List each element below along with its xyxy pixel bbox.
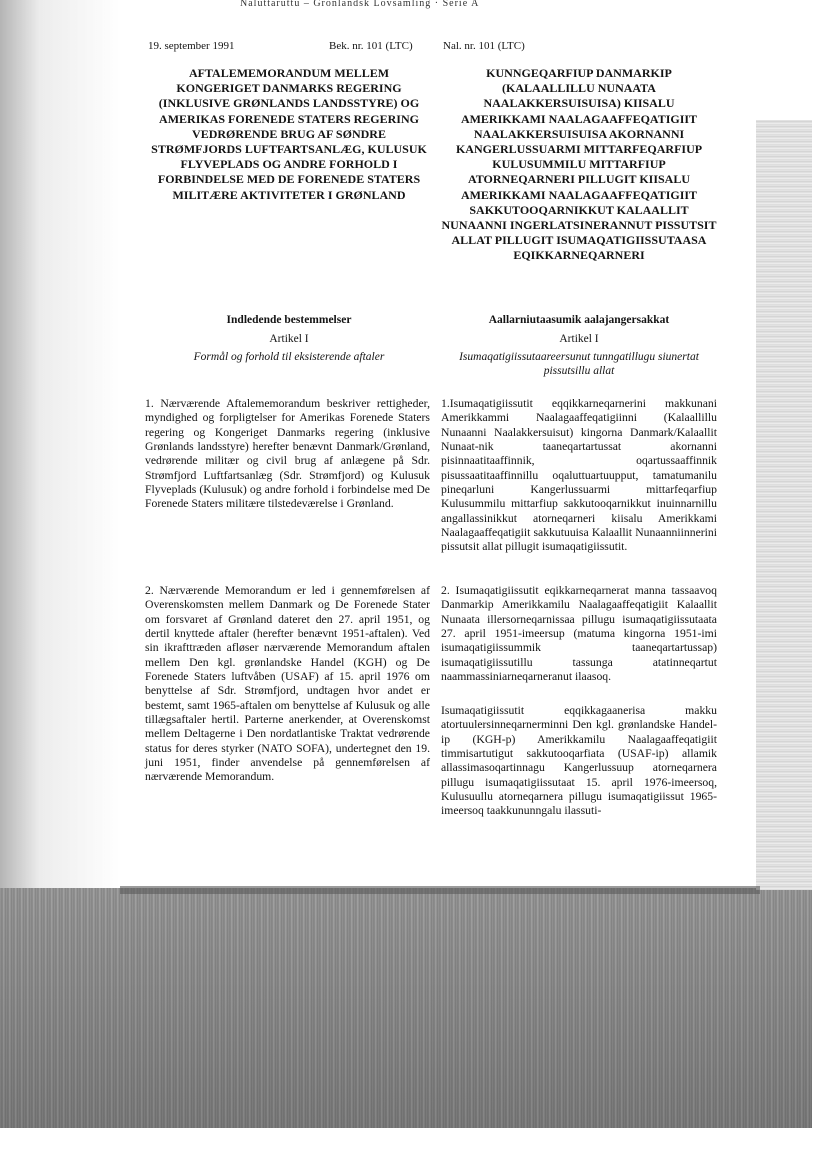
article-heading-danish: Artikel I bbox=[269, 333, 309, 345]
section-title-greenlandic: Aallarniutaasumik aalajangersakkat bbox=[488, 314, 670, 326]
section-title-danish: Indledende bestemmelser bbox=[226, 314, 352, 326]
document-title-danish: AFTALEMEMORANDUM MELLEM KONGERIGET DANMARKS REGERING (INKLUSIVE GRØNLANDS LANDSSTYRE) OG AMERIKAS FORENEDE STATERS REGERING VEDRØRENDE BRUG AF SØNDRE STRØMFJORDS LUFTFARTSANLÆG, KULUSUK FLYVEPLADS OG ANDRE FORHOLD I FORBINDELSE MED DE FORENEDE STATERS MILITÆRE AKTIVITETER I GRØNLAND bbox=[151, 66, 427, 202]
article-subtitle-danish: Formål og forhold til eksisterende aftaler bbox=[193, 351, 385, 363]
paragraph-3-greenlandic: Isumaqatigiissutit eqqikkagaanerisa makku atortuulersinneqarnerminni Den kgl. grønlandske Handel-ip (KGH-p) Amerikkamilu Naalagaaffeqatigiit timmisartutigut sakkutooqarfiata (USAF-ip) allamik allassimasoqartinnagu Kangerlussuup atorneqarnera pillugu isumaqatigiissutaat 15. april 1976-imeersoq, Kulusuullu atorneqarnera pillugu isumaqatigiissut 1965-imeersoq taakkununngalu ilassuti- bbox=[441, 704, 717, 818]
scan-margin-bottom bbox=[0, 1128, 826, 1169]
header-date: 19. september 1991 bbox=[148, 40, 235, 52]
document-title-greenlandic: KUNNGEQARFIUP DANMARKIP (KALAALLILLU NUNAATA NAALAKKERSUISUISA) KIISALU AMERIKKAMI NAALAGAAFFEQATIGIIT NAALAKKERSUISUISA AKORNANNI KANGERLUSSUARMI MITTARFEQARFIUP KULUSUMMILU MITTARFIUP ATORNEQARNERI PILLUGIT KIISALU AMERIKKAMI NAALAGAAFFEQATIGIIT SAKKUTOOQARNIKKUT KALAALLIT NUNAANNI INGERLATSINERANNUT PISSUTSIT ALLAT PILLUGIT ISUMAQATIGIISSUTAASA EQIKKARNEQARNERI bbox=[441, 66, 717, 263]
scan-noise-right bbox=[756, 120, 812, 890]
running-header-cut: Naluttaruttu – Gronlandsk Lovsamling · Serie A bbox=[240, 0, 480, 9]
scan-noise-bottom bbox=[0, 888, 812, 1128]
page-edge-shadow bbox=[120, 886, 760, 894]
paragraph-1-greenlandic: 1.Isumaqatigiissutit eqqikkarneqarnerini makkunani Amerikkammi Naalagaaffeqatigiinni (Kalaallillu Nunaanni Naalakkersuisut) kingorna Danmark/Kalaallit Nunaat-nik taaneqartartussat akornanni pisinnaatitaaffinnik, oqartussaaffinnik pisussaatitaaffinnillu oqaluttuartuupput, tamatumanilu pineqarluni Kangerlussuarmi mittarfeqarfiup Kulusummilu mittarfiup sakkutooqarnikkut inuinnarnillu angallassinikkut atorneqarneri kiisalu Amerikkami Naalagaaffeqatigiit sakkutuuisa Kalaallit Nunaanniinnerini pissutsit allat pillugit isumaqatigiissutit. bbox=[441, 397, 717, 554]
header-ref-greenlandic: Nal. nr. 101 (LTC) bbox=[443, 40, 525, 52]
header-ref-danish: Bek. nr. 101 (LTC) bbox=[329, 40, 413, 52]
paragraph-2-greenlandic: 2. Isumaqatigiissutit eqikkarneqarnerat manna tassaavoq Danmarkip Amerikkamilu Naalagaaffeqatigiit Kalaallit Nunaata illersorneqarnissaa pillugu isumaqatigiissutaata 27. april 1951-imeersup (matuma kingorna 1951-imi isumaqatigiissummik taaneqartartussap) isumaqatigiissutillu tassunga atatinneqartut naammassiniarneqarneranut ilaasoq. bbox=[441, 584, 717, 684]
article-heading-greenlandic: Artikel I bbox=[559, 333, 599, 345]
scan-margin-right bbox=[812, 0, 826, 1169]
article-subtitle-greenlandic: Isumaqatigiissutaareersunut tunngatillugu siunertat pissutsillu allat bbox=[459, 351, 699, 377]
paragraph-2-danish: 2. Nærværende Memorandum er led i gennemførelsen af Overenskomsten mellem Danmark og De Forenede Stater om forsvaret af Grønland dateret den 27. april 1951, og dertil knyttede aftaler (herefter benævnt 1951-aftalen). Ved sin ikrafttræden afløser nærværende Memorandum aftalen mellem Den kgl. grønlandske Handel (KGH) og De Forenede Staters luftvåben (USAF) af 15. april 1976 om benyttelse af Sdr. Strømfjord, undtagen hvor andet er bestemt, samt 1965-aftalen om benyttelse af Kulusuk og alle tillægsaftaler hertil. Parterne anerkender, at Overenskomst mellem Deltagerne i Den nordatlantiske Traktat vedrørende status for deres styrker (NATO SOFA), undertegnet den 19. juni 1951, finder anvendelse på gennemførelsen af nærværende Memorandum. bbox=[145, 584, 430, 784]
paragraph-1-danish: 1. Nærværende Aftalememorandum beskriver rettigheder, myndighed og forpligtelser for Amerikas Forenede Staters regering og Kongeriget Danmarks regering (inklusive Grønlands landsstyre) herefter benævnt Danmark/Grønland, vedrørende militær og civil brug af anlægene på Sdr. Strømfjord Luftfartsanlæg (Sdr. Strømfjord) og Kulusuk Flyveplads (Kulusuk) og andre forhold i forbindelse med De Forenede Staters militære tilstedeværelse i Grønland. bbox=[145, 397, 430, 511]
scan-shadow-left bbox=[0, 0, 120, 888]
